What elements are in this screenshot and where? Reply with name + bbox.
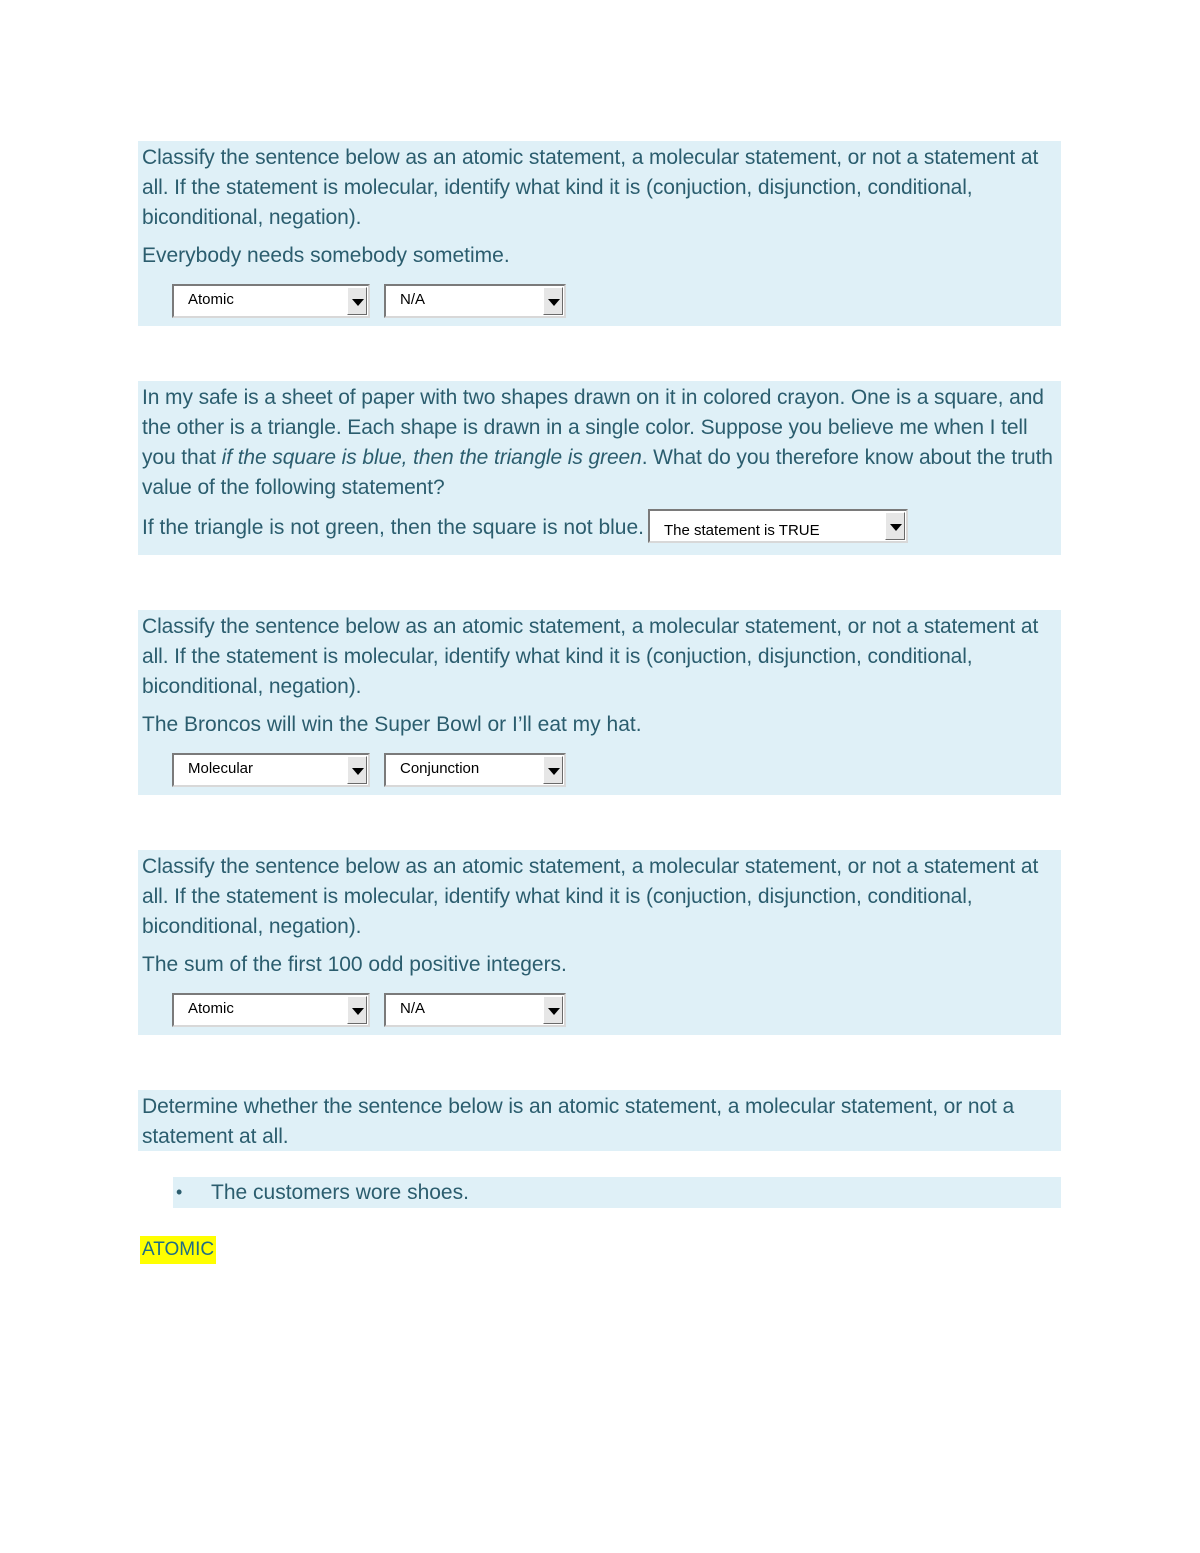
statement-type-select[interactable] [172,284,370,318]
question-prompt: Classify the sentence below as an atomic statement, a molecular statement, or not a statement at all. If the statement is molecular, identify what kind it is (conjuction, disjunction, conditional, biconditional, negation). [142,146,1039,229]
bullet-icon: • [176,1182,183,1202]
answer-selects [172,753,566,787]
select-value: N/A [400,1000,426,1017]
list-item [173,1177,1061,1208]
select-value: Atomic [188,1000,234,1017]
dropdown-arrow-icon[interactable] [347,287,367,315]
question-prompt [142,383,1057,503]
question-sentence-row [142,513,1057,556]
dropdown-arrow-icon[interactable] [885,512,905,540]
statement-type-select[interactable] [172,993,370,1027]
dropdown-arrow-icon[interactable] [347,756,367,784]
molecular-kind-select[interactable] [384,284,566,318]
prompt-italic-conditional: if the square is blue, then the triangle is green [221,446,642,469]
question-prompt: Classify the sentence below as an atomic statement, a molecular statement, or not a statement at all. If the statement is molecular, identify what kind it is (conjuction, disjunction, conditional, biconditional, negation). [142,615,1039,698]
select-value: Atomic [188,291,234,308]
truth-value-select-wrap [648,509,908,552]
select-value: N/A [400,291,426,308]
bullet-item-text: The customers wore shoes. [211,1181,469,1204]
select-value: The statement is TRUE [664,522,820,539]
question-sentence: Everybody needs somebody sometime. [142,244,510,267]
question-block-2 [138,381,1061,555]
question-block-5 [138,1090,1061,1151]
question-block-4 [138,850,1061,1035]
question-sentence: The Broncos will win the Super Bowl or I’ll eat my hat. [142,713,642,736]
molecular-kind-select[interactable] [384,993,566,1027]
statement-type-select[interactable] [172,753,370,787]
question-prompt: Determine whether the sentence below is an atomic statement, a molecular statement, or not a statement at all. [142,1095,1015,1148]
molecular-kind-select[interactable] [384,753,566,787]
question-block-3 [138,610,1061,795]
question-sentence: The sum of the first 100 odd positive integers. [142,953,567,976]
dropdown-arrow-icon[interactable] [543,996,563,1024]
select-value: Molecular [188,760,254,777]
question-sentence: If the triangle is not green, then the square is not blue. [142,516,644,539]
question-block-1 [138,141,1061,326]
highlighted-answer: ATOMIC [140,1236,216,1264]
answer-selects [172,284,566,318]
dropdown-arrow-icon[interactable] [347,996,367,1024]
dropdown-arrow-icon[interactable] [543,287,563,315]
question-prompt: Classify the sentence below as an atomic statement, a molecular statement, or not a statement at all. If the statement is molecular, identify what kind it is (conjuction, disjunction, conditional, biconditional, negation). [142,855,1039,938]
answer-selects [172,993,566,1027]
dropdown-arrow-icon[interactable] [543,756,563,784]
prompt-text-before: In my safe is a sheet of paper with two shapes drawn on it in colored crayon. One is a square, and the other is a triangle. Each shape is drawn in a single color. Suppose you believe me when I tell you that [142,386,1044,469]
prompt-text-after: . What do you therefore know about the truth value of the following statement? [142,446,1053,499]
select-value: Conjunction [400,760,480,777]
truth-value-select[interactable] [648,509,908,543]
